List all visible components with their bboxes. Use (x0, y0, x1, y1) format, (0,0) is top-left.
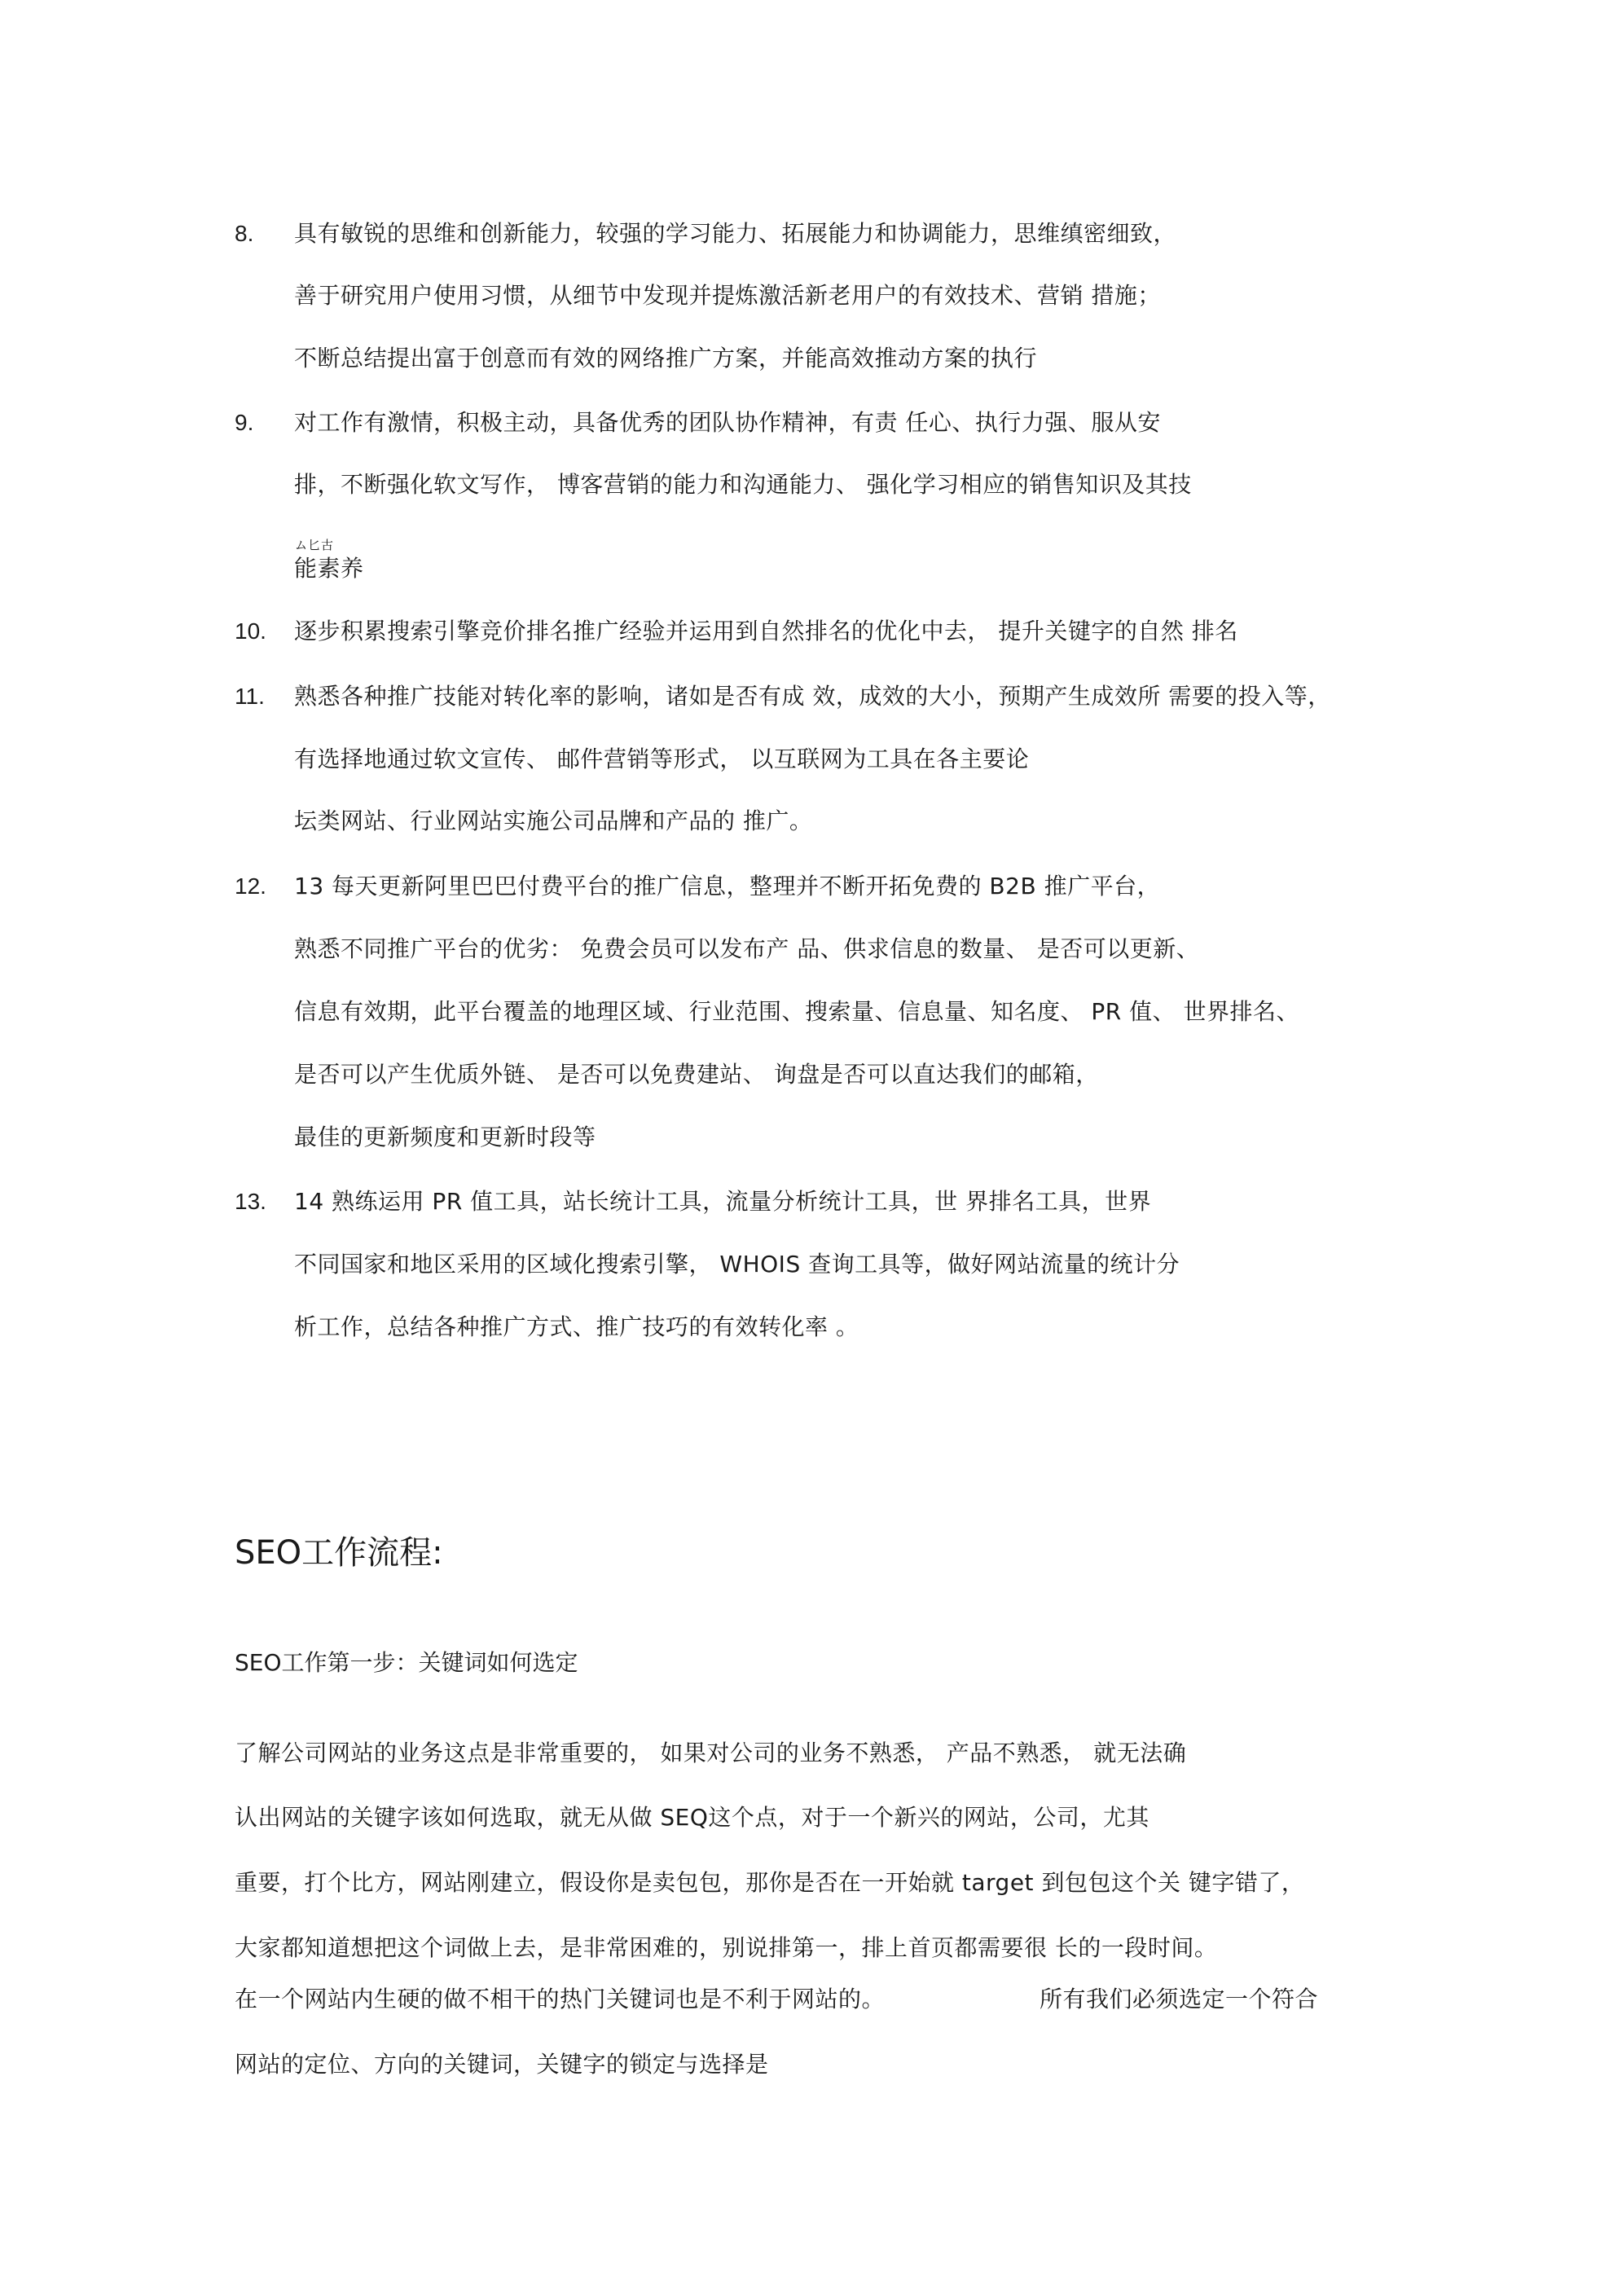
paragraph-line: 重要，打个比方，网站刚建立，假设你是卖包包，那你是否在一开始就 target 到包包这个关 键字错了， (235, 1869, 1305, 1896)
list-item-line: 最佳的更新频度和更新时段等 (294, 1124, 596, 1150)
paragraph-line: 网站的定位、方向的关键词，关键字的锁定与选择是 (235, 2051, 769, 2078)
section-title: SEO工作流程: (235, 1534, 443, 1572)
list-item-line: 具有敏锐的思维和创新能力，较强的学习能力、拓展能力和协调能力，思维缜密细致， (294, 220, 1177, 247)
list-number: 11. (235, 684, 265, 709)
list-item-line: 信息有效期，此平台覆盖的地理区域、行业范围、搜索量、信息量、知名度、 PR 值、 世界排名、 (294, 998, 1300, 1025)
paragraph-line: 大家都知道想把这个词做上去，是非常困难的，别说排第一，排上首页都需要很 长的一段时间。 (235, 1934, 1218, 1961)
list-number: 10. (235, 618, 266, 644)
list-item-line: 熟悉不同推广平台的优劣： 免费会员可以发布产 品、供求信息的数量、 是否可以更新、 (294, 935, 1200, 962)
section-subtitle: SEO工作第一步：关键词如何选定 (235, 1649, 578, 1676)
list-item-line: 是否可以产生优质外链、 是否可以免费建站、 询盘是否可以直达我们的邮箱， (294, 1061, 1099, 1088)
paragraph-line: 了解公司网站的业务这点是非常重要的， 如果对公司的业务不熟悉， 产品不熟悉， 就无法确 (235, 1740, 1187, 1766)
list-number: 8. (235, 221, 254, 246)
paragraph-line: 认出网站的关键字该如何选取，就无从做 SEQ这个点，对于一个新兴的网站，公司，尤其 (235, 1804, 1149, 1831)
list-item-line: 能素养 (294, 555, 364, 582)
list-number: 9. (235, 410, 254, 435)
list-item-line: 析工作，总结各种推广方式、推广技巧的有效转化率 。 (294, 1313, 859, 1340)
list-number: 12. (235, 873, 266, 899)
list-item-line: 14 熟练运用 PR 值工具，站长统计工具，流量分析统计工具，世 界排名工具，世界 (294, 1188, 1152, 1215)
list-number: 13. (235, 1189, 266, 1214)
list-item-line: 熟悉各种推广技能对转化率的影响，诸如是否有成 效，成效的大小，预期产生成效所 需要的投入等， (294, 683, 1331, 710)
list-item-line: 坛类网站、行业网站实施公司品牌和产品的 推广。 (294, 807, 813, 834)
ruby-annotation: ム匕古 (295, 538, 335, 552)
paragraph-line: 在一个网站内生硬的做不相干的热门关键词也是不利于网站的。 (235, 1986, 886, 2012)
list-item-line: 逐步积累搜索引擎竞价排名推广经验并运用到自然排名的优化中去， 提升关键字的自然 排名 (294, 618, 1238, 644)
list-item-line: 善于研究用户使用习惯，从细节中发现并提炼激活新老用户的有效技术、营销 措施； (294, 282, 1161, 309)
list-item-line: 13 每天更新阿里巴巴付费平台的推广信息，整理并不断开拓免费的 B2B 推广平台， (294, 873, 1161, 899)
list-item-line: 对工作有激情，积极主动，具备优秀的团队协作精神，有责 任心、执行力强、服从安 (294, 409, 1161, 436)
list-item-line: 排，不断强化软文写作， 博客营销的能力和沟通能力、 强化学习相应的销售知识及其技 (294, 471, 1192, 498)
list-item-line: 不同国家和地区采用的区域化搜索引擎， WHOIS 查询工具等，做好网站流量的统计分 (294, 1251, 1180, 1278)
paragraph-line-tail: 所有我们必须选定一个符合 (1040, 1986, 1319, 2012)
list-item-line: 不断总结提出富于创意而有效的网络推广方案，并能高效推动方案的执行 (294, 345, 1038, 372)
list-item-line: 有选择地通过软文宣传、 邮件营销等形式， 以互联网为工具在各主要论 (294, 746, 1030, 772)
